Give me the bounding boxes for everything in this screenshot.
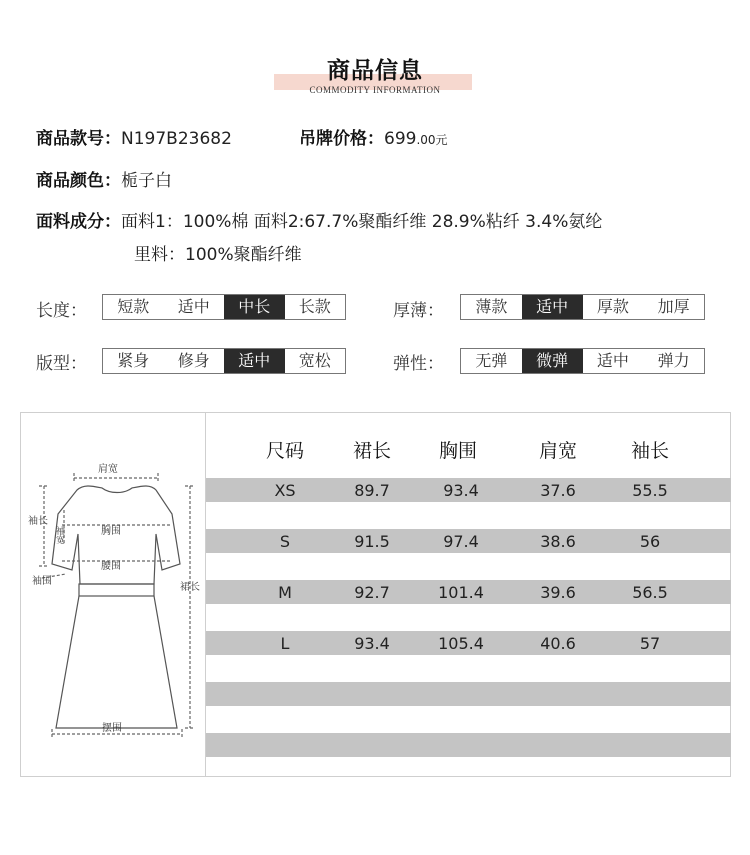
- table-cell: 55.5: [632, 481, 668, 500]
- diagram-label-cuff: 袖围: [32, 576, 52, 587]
- table-header: 袖长: [630, 440, 669, 462]
- color-label: 商品颜色：: [36, 171, 121, 191]
- thickness-options: [460, 294, 705, 320]
- length-options: [102, 294, 346, 320]
- section-title: 商品信息: [327, 58, 423, 84]
- elasticity-option: 适中: [596, 351, 629, 370]
- table-cell: 97.4: [443, 532, 479, 551]
- section-subtitle: COMMODITY INFORMATION: [309, 85, 441, 95]
- thickness-label: 厚薄：: [393, 301, 444, 321]
- elasticity-option: 无弹: [475, 351, 508, 370]
- fit-options: [102, 348, 346, 374]
- table-cell: 101.4: [438, 583, 484, 602]
- table-cell: 56.5: [632, 583, 668, 602]
- style-no-row: [36, 124, 232, 149]
- table-header: 裙长: [352, 440, 391, 462]
- price-value: 699: [384, 129, 417, 149]
- table-cell: XS: [274, 481, 296, 500]
- diagram-label-waist: 腰围: [101, 561, 121, 572]
- dress-skirt-outline: [56, 596, 177, 728]
- diagram-label-sleeve-width: 袖宽: [54, 526, 64, 544]
- fit-label: 版型：: [36, 354, 87, 374]
- fabric-row: [36, 207, 602, 232]
- table-cell: 57: [639, 634, 661, 653]
- table-cell: 89.7: [354, 481, 390, 500]
- elasticity-label: 弹性：: [393, 354, 444, 374]
- diagram-label-hem: 摆围: [102, 723, 122, 734]
- price-label: 吊牌价格：: [299, 129, 384, 149]
- length-option-selected: 中长: [224, 295, 285, 319]
- table-cell: L: [280, 634, 290, 653]
- table-cell: M: [278, 583, 292, 602]
- dress-measurement-diagram: [22, 414, 205, 775]
- table-cell: 38.6: [540, 532, 576, 551]
- length-option: 短款: [117, 297, 150, 316]
- table-cell: S: [279, 532, 291, 551]
- table-header: 尺码: [265, 440, 304, 462]
- table-cell: 56: [639, 532, 661, 551]
- table-cell: 93.4: [443, 481, 479, 500]
- table-cell: 37.6: [540, 481, 576, 500]
- fit-option-selected: 适中: [224, 349, 285, 373]
- table-cell: 91.5: [354, 532, 390, 551]
- length-option: 长款: [298, 297, 331, 316]
- length-label: 长度：: [36, 301, 87, 321]
- price-row: [299, 124, 448, 149]
- diagram-label-shoulder: 肩宽: [98, 464, 118, 475]
- fabric-line1: 面料1：100%棉 面料2:67.7%聚酯纤维 28.9%粘纤 3.4%氨纶: [121, 212, 603, 232]
- fit-option: 宽松: [298, 351, 331, 370]
- table-stripe: [206, 682, 731, 706]
- table-header: 胸围: [438, 440, 477, 462]
- diagram-label-skirt-length: 裙长: [180, 582, 200, 593]
- table-cell: 40.6: [540, 634, 576, 653]
- style-no-label: 商品款号：: [36, 129, 121, 149]
- thickness-option-selected: 适中: [522, 295, 583, 319]
- fit-option: 紧身: [117, 351, 150, 370]
- table-cell: 92.7: [354, 583, 390, 602]
- color-value: 栀子白: [121, 171, 172, 191]
- thickness-option: 加厚: [657, 297, 690, 316]
- color-row: [36, 166, 172, 191]
- elasticity-option: 弹力: [657, 351, 690, 370]
- thickness-option: 薄款: [475, 297, 508, 316]
- table-header: 肩宽: [538, 440, 577, 462]
- fabric-line2: 里料：100%聚酯纤维: [134, 245, 302, 265]
- style-no-value: N197B23682: [121, 129, 232, 149]
- elasticity-option-selected: 微弹: [522, 349, 583, 373]
- table-cell: 93.4: [354, 634, 390, 653]
- price-decimal: .00元: [416, 133, 448, 147]
- diagram-label-sleeve-length: 袖长: [28, 516, 48, 527]
- elasticity-options: [460, 348, 705, 374]
- thickness-option: 厚款: [596, 297, 629, 316]
- diagram-label-chest: 胸围: [101, 526, 121, 537]
- fit-option: 修身: [177, 351, 210, 370]
- table-cell: 105.4: [438, 634, 484, 653]
- length-option: 适中: [177, 297, 210, 316]
- fabric-label: 面料成分：: [36, 212, 121, 232]
- table-cell: 39.6: [540, 583, 576, 602]
- dress-waistband: [79, 584, 154, 596]
- table-stripe: [206, 733, 731, 757]
